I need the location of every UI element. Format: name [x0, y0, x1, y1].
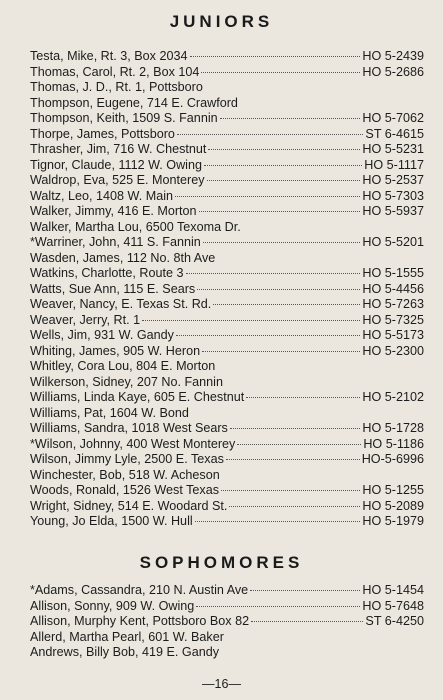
dot-leader — [204, 165, 362, 166]
directory-entry — [30, 173, 424, 189]
entry-name-address: Allison, Sonny, 909 W. Owing — [30, 598, 195, 613]
entry-name-address: *Warriner, John, 411 S. Fannin — [30, 235, 201, 249]
dot-leader — [221, 490, 360, 491]
directory-entry — [30, 328, 424, 344]
entry-name-address: Williams, Sandra, 1018 West Sears — [30, 421, 228, 435]
directory-entry — [30, 359, 424, 375]
entry-name-address: Young, Jo Elda, 1500 W. Hull — [30, 514, 193, 528]
entry-phone: HO 5-2089 — [362, 498, 424, 513]
dot-leader — [199, 211, 361, 212]
entry-phone: HO 5-7263 — [362, 297, 424, 311]
entry-phone: HO 5-1186 — [363, 436, 424, 451]
directory-entry — [30, 583, 424, 599]
entry-phone: HO-5-6996 — [361, 452, 424, 466]
entry-phone: HO 5-1117 — [364, 157, 424, 172]
directory-entry — [30, 406, 424, 422]
entry-phone: ST 6-4250 — [365, 614, 424, 628]
dot-leader — [226, 459, 360, 460]
entry-name-address: Waldrop, Eva, 525 E. Monterey — [30, 173, 205, 187]
dot-leader — [229, 506, 360, 507]
dot-leader — [142, 320, 360, 321]
directory-entry — [30, 344, 424, 360]
dot-leader — [237, 444, 361, 445]
dot-leader — [175, 196, 360, 197]
dot-leader — [202, 351, 360, 352]
directory-entry — [30, 142, 424, 158]
directory-entry — [30, 158, 424, 174]
entry-name-address: Allison, Murphy Kent, Pottsboro Box 82 — [30, 614, 250, 628]
entry-phone: HO 5-1255 — [362, 483, 424, 497]
entry-phone: HO 5-5231 — [362, 142, 424, 156]
dot-leader — [203, 242, 361, 243]
directory-entry — [30, 468, 424, 484]
directory-entry — [30, 127, 424, 143]
directory-entry — [30, 111, 424, 127]
directory-entry — [30, 80, 424, 96]
entry-phone: HO 5-2300 — [362, 343, 424, 358]
dot-leader — [176, 335, 360, 336]
directory-entry — [30, 390, 424, 406]
entry-name-address: Walker, Martha Lou, 6500 Texoma Dr. — [30, 219, 241, 234]
entry-name-address: Watkins, Charlotte, Route 3 — [30, 266, 184, 280]
dot-leader — [207, 180, 361, 181]
entry-name-address: Weaver, Jerry, Rt. 1 — [30, 312, 141, 327]
sophomores-heading: SOPHOMORES — [139, 553, 304, 572]
entry-phone: HO 5-4456 — [362, 281, 424, 296]
juniors-list — [30, 49, 424, 530]
dot-leader — [196, 606, 360, 607]
directory-entry — [30, 630, 424, 646]
entry-phone: HO 5-1979 — [362, 514, 424, 528]
directory-entry — [30, 251, 424, 267]
entry-name-address: Thompson, Eugene, 714 E. Crawford — [30, 95, 238, 110]
entry-name-address: Thompson, Keith, 1509 S. Fannin — [30, 111, 218, 125]
dot-leader — [201, 72, 360, 73]
entry-phone: HO 5-1555 — [362, 266, 424, 280]
entry-phone: HO 5-1454 — [362, 583, 424, 597]
directory-entry — [30, 65, 424, 81]
directory-entry — [30, 49, 424, 65]
entry-name-address: Williams, Pat, 1604 W. Bond — [30, 405, 189, 420]
directory-entry — [30, 96, 424, 112]
directory-entry — [30, 282, 424, 298]
entry-name-address: Waltz, Leo, 1408 W. Main — [30, 188, 174, 203]
dot-leader — [197, 289, 360, 290]
entry-name-address: Tignor, Claude, 1112 W. Owing — [30, 157, 202, 172]
entry-name-address: Thomas, J. D., Rt. 1, Pottsboro — [30, 80, 203, 94]
entry-name-address: Whitley, Cora Lou, 804 E. Morton — [30, 359, 216, 373]
entry-phone: HO 5-2439 — [362, 49, 424, 63]
entry-name-address: Wells, Jim, 931 W. Gandy — [30, 328, 174, 342]
entry-phone: HO 5-5201 — [362, 235, 424, 249]
entry-phone: HO 5-7325 — [362, 312, 424, 327]
entry-name-address: Watts, Sue Ann, 115 E. Sears — [30, 281, 196, 296]
entry-name-address: *Wilson, Johnny, 400 West Monterey — [30, 436, 236, 451]
entry-name-address: Woods, Ronald, 1526 West Texas — [30, 483, 220, 497]
entry-name-address: Allerd, Martha Pearl, 601 W. Baker — [30, 629, 224, 644]
dot-leader — [177, 134, 364, 135]
entry-phone: HO 5-7062 — [362, 111, 424, 125]
entry-name-address: Thomas, Carol, Rt. 2, Box 104 — [30, 64, 200, 79]
directory-entry — [30, 235, 424, 251]
entry-phone: HO 5-7303 — [362, 188, 424, 203]
dot-leader — [213, 304, 360, 305]
entry-name-address: Thorpe, James, Pottsboro — [30, 126, 175, 141]
dot-leader — [195, 521, 361, 522]
directory-entry — [30, 499, 424, 515]
directory-entry — [30, 375, 424, 391]
entry-name-address: Andrews, Billy Bob, 419 E. Gandy — [30, 645, 220, 659]
directory-entry — [30, 452, 424, 468]
directory-entry — [30, 483, 424, 499]
directory-entry — [30, 614, 424, 630]
entry-name-address: *Adams, Cassandra, 210 N. Austin Ave — [30, 583, 249, 597]
entry-name-address: Wasden, James, 112 No. 8th Ave — [30, 250, 216, 265]
entry-phone: HO 5-2537 — [362, 173, 424, 187]
directory-entry — [30, 266, 424, 282]
juniors-heading: JUNIORS — [169, 12, 274, 31]
directory-entry — [30, 514, 424, 530]
dot-leader — [208, 149, 360, 150]
dot-leader — [220, 118, 361, 119]
entry-name-address: Whiting, James, 905 W. Heron — [30, 343, 201, 358]
entry-name-address: Wilson, Jimmy Lyle, 2500 E. Texas — [30, 452, 224, 466]
directory-entry — [30, 421, 424, 437]
directory-entry — [30, 189, 424, 205]
entry-name-address: Thrasher, Jim, 716 W. Chestnut — [30, 142, 207, 156]
directory-entry — [30, 204, 424, 220]
dot-leader — [246, 397, 360, 398]
entry-name-address: Williams, Linda Kaye, 605 E. Chestnut — [30, 390, 245, 404]
directory-entry — [30, 599, 424, 615]
entry-name-address: Weaver, Nancy, E. Texas St. Rd. — [30, 297, 212, 311]
directory-entry — [30, 220, 424, 236]
dot-leader — [230, 428, 361, 429]
entry-name-address: Wilkerson, Sidney, 207 No. Fannin — [30, 374, 223, 389]
entry-name-address: Winchester, Bob, 518 W. Acheson — [30, 467, 220, 482]
entry-phone: HO 5-2102 — [362, 390, 424, 404]
entry-phone: HO 5-5173 — [362, 328, 424, 342]
dot-leader — [250, 590, 360, 591]
entry-name-address: Wright, Sidney, 514 E. Woodard St. — [30, 498, 228, 513]
directory-entry — [30, 645, 424, 661]
dot-leader — [186, 273, 361, 274]
entry-phone: ST 6-4615 — [365, 126, 424, 141]
entry-name-address: Walker, Jimmy, 416 E. Morton — [30, 204, 197, 218]
entry-phone: HO 5-7648 — [362, 598, 424, 613]
sophomores-list — [30, 583, 424, 661]
entry-phone: HO 5-5937 — [362, 204, 424, 218]
entry-name-address: Testa, Mike, Rt. 3, Box 2034 — [30, 49, 188, 63]
entry-phone: HO 5-1728 — [362, 421, 424, 435]
page-number: —16— — [202, 677, 241, 691]
directory-entry — [30, 313, 424, 329]
directory-entry — [30, 297, 424, 313]
dot-leader — [190, 56, 361, 57]
dot-leader — [251, 621, 363, 622]
directory-entry — [30, 437, 424, 453]
entry-phone: HO 5-2686 — [362, 64, 424, 79]
